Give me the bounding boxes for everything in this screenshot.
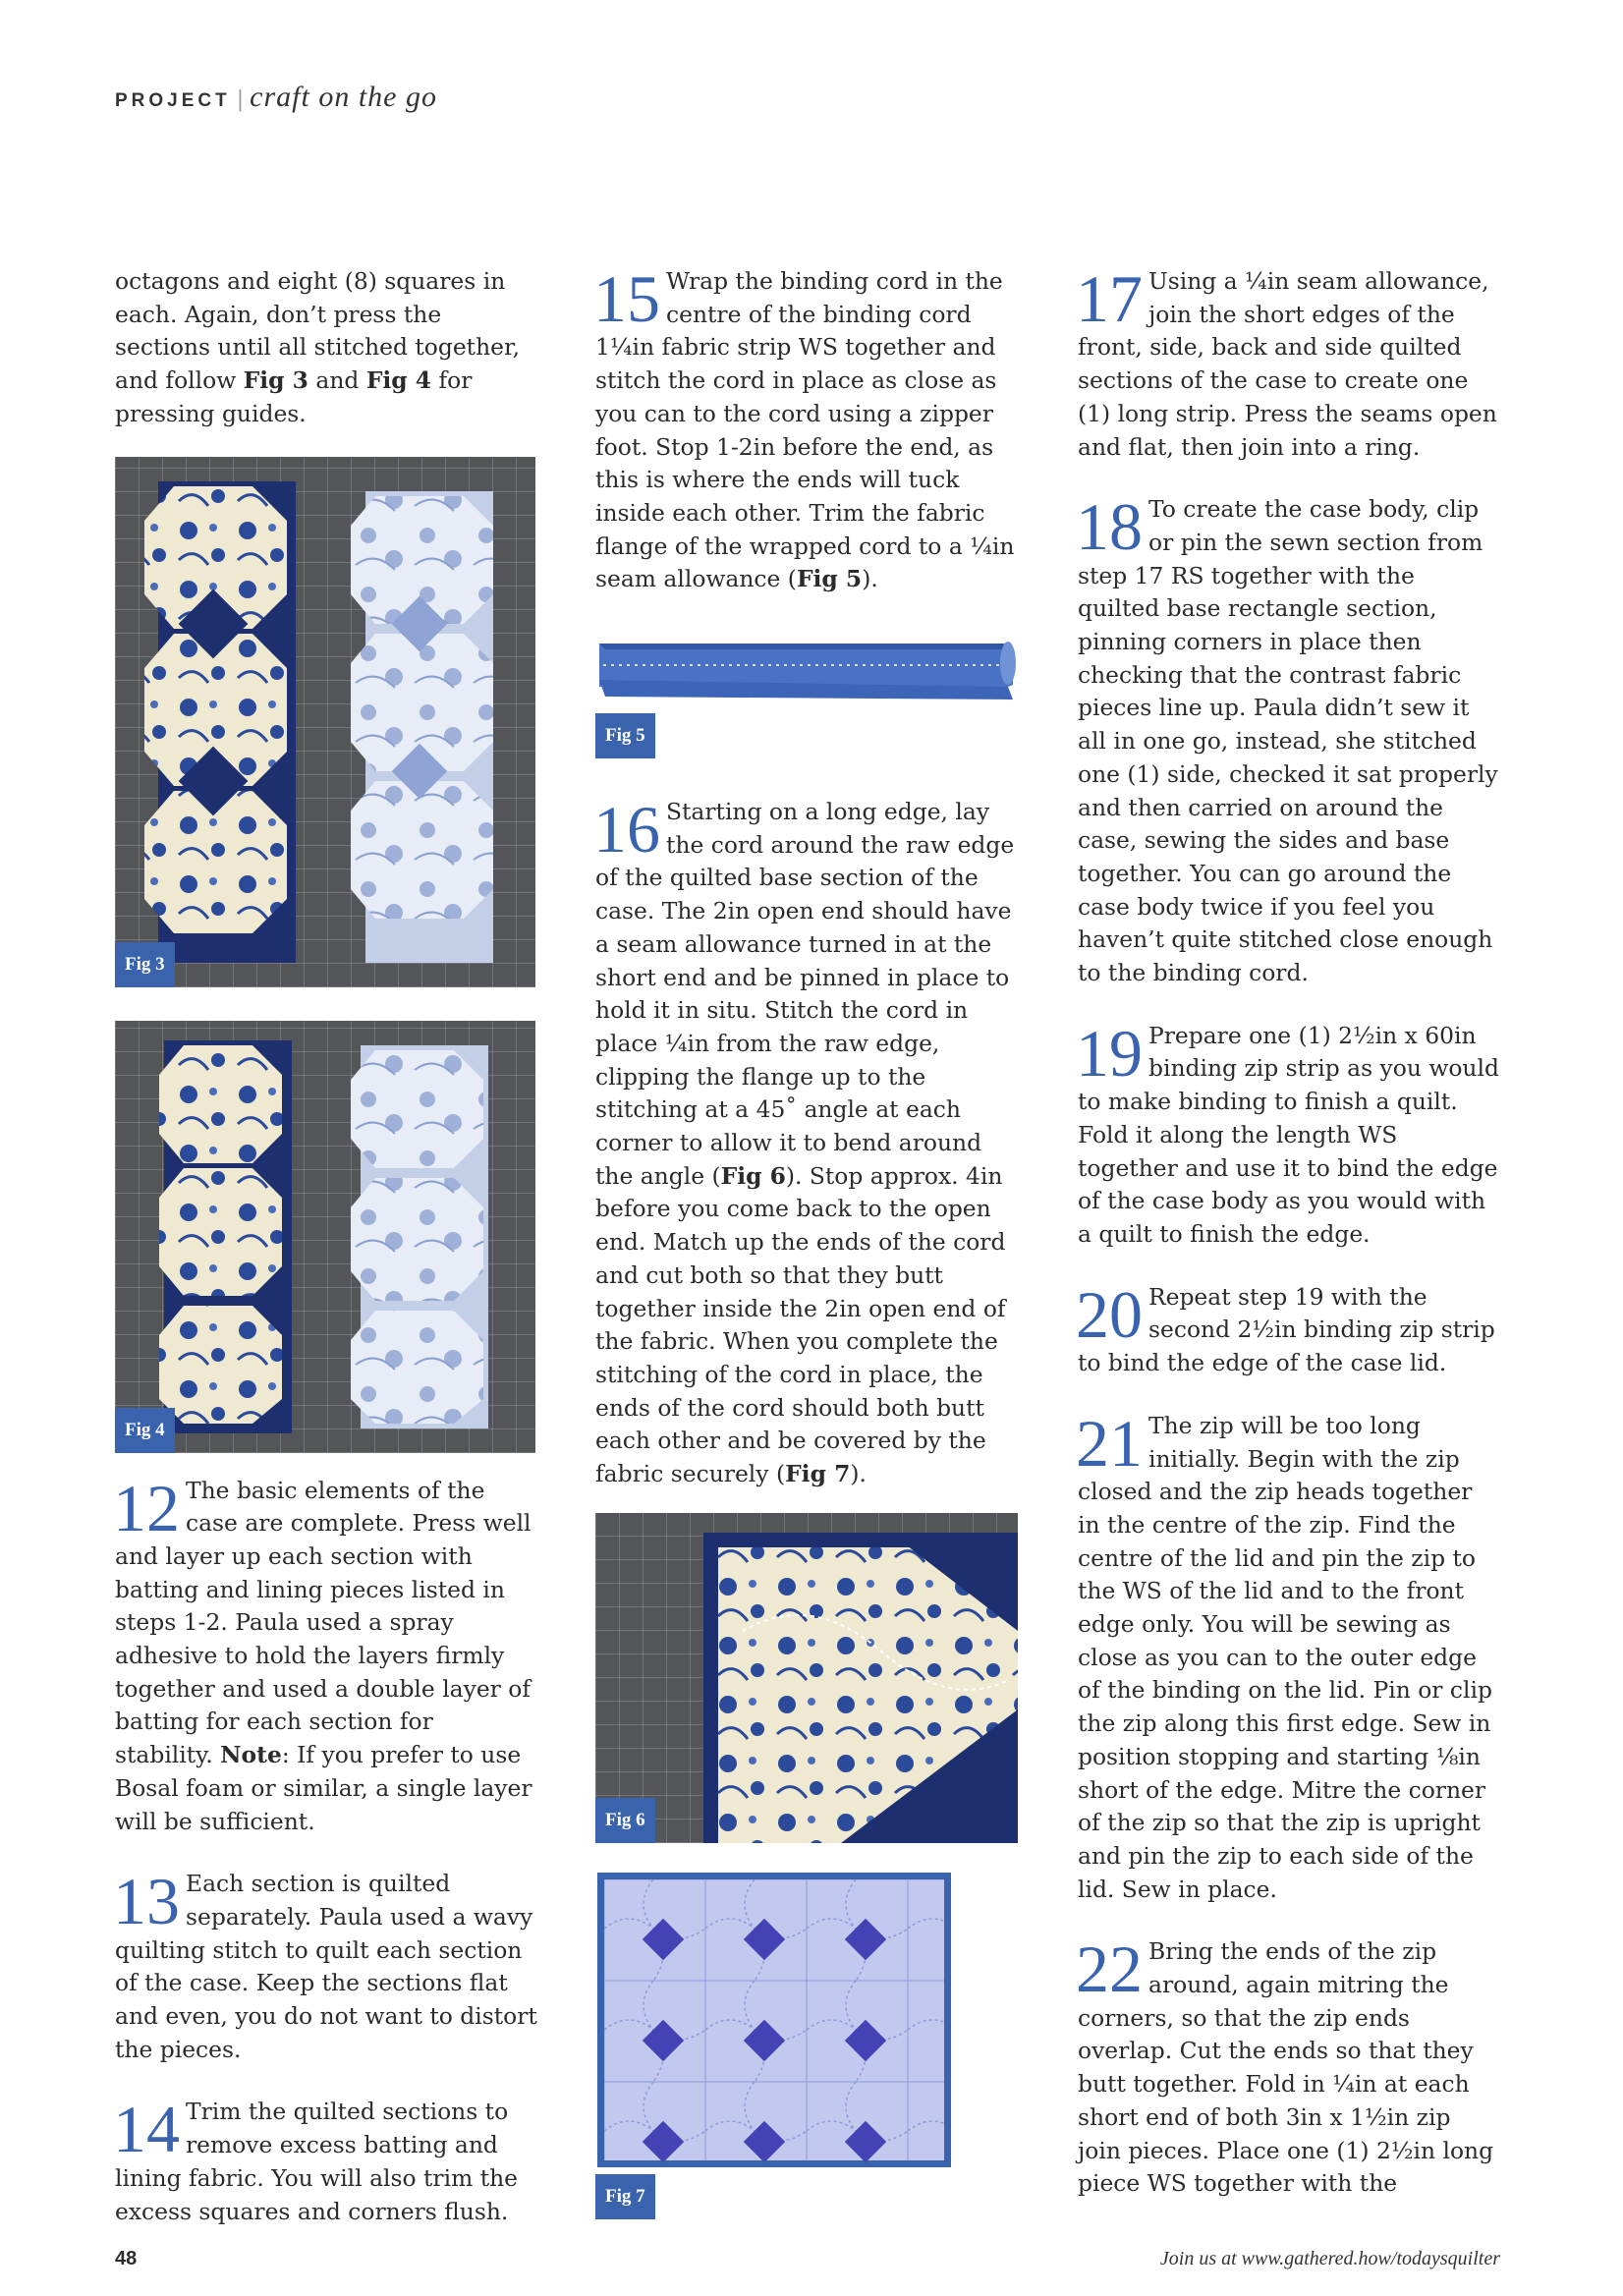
fig7-label: Fig 7 (595, 2174, 655, 2219)
fig5-illustration (595, 626, 1018, 758)
running-header (115, 81, 437, 114)
step-number: 20 (1076, 1276, 1143, 1352)
fig4-label: Fig 4 (115, 1408, 175, 1453)
step-18: 18 To create the case body, clip or pin the sewn section from step 17 RS together with the quilted base rectangle section, pinning corners in place then checking that the contrast fabric pieces line up. Paula didn’t sew it all in one go, instead, she stitched one (1) side, checked it sat properly and then carried on around the case, sewing the sides and base together. You can go around the case body twice if you feel you haven’t quite stitched close enough to the binding cord. (1076, 489, 1498, 987)
fig4-photo (115, 1021, 535, 1453)
step-number: 17 (1076, 261, 1143, 336)
fig4-illustration (115, 1021, 535, 1453)
column-2 (593, 261, 1018, 2219)
fig5-cord-drawing (595, 626, 1018, 714)
step-number: 16 (593, 792, 660, 868)
column-3 (1076, 261, 1500, 2201)
fig3-left-column (144, 481, 296, 963)
step-number: 15 (593, 261, 660, 336)
step-number: 21 (1076, 1405, 1143, 1481)
fig4-left-column (159, 1040, 292, 1433)
footer-link[interactable]: Join us at www.gathered.how/todaysquilter (1159, 2248, 1500, 2269)
step-16: 16 Starting on a long edge, lay the cord around the raw edge of the quilted base section of the case. The 2in open end should have a seam allowance turned in at the short end and be pinned in place to hold it in situ. Stitch the cord in place ¼in from the raw edge, clipping the flange up to the stitching at a 45˚ angle at each corner to allow it to bend around the angle (Fig 6). Stop approx. 4in before you come back to the open end. Match up the ends of the cord and cut both so that they butt together inside the 2in open end of the fabric. When you complete the stitching of the cord in place, the ends of the cord should both butt each other and be covered by the fabric securely (Fig 7). (593, 792, 1015, 1488)
page-number: 48 (115, 2248, 138, 2269)
step-number: 14 (113, 2092, 180, 2167)
fig7-quilt-drawing (595, 1871, 1018, 2175)
fig6-label: Fig 6 (595, 1798, 655, 1843)
fig6-illustration (595, 1513, 1018, 1843)
step-number: 19 (1076, 1015, 1143, 1091)
fig3-label: Fig 3 (115, 942, 175, 987)
step-17: 17 Using a ¼in seam allowance, join the short edges of the front, side, back and side quilted sections of the case to create one (1) long strip. Press the seams open and flat, then join into a ring. (1076, 261, 1497, 461)
column-1 (115, 265, 537, 2228)
step-20: 20 Repeat step 19 with the second 2½in binding zip strip to bind the edge of the case lid. (1076, 1276, 1495, 1377)
step-number: 18 (1076, 489, 1143, 565)
fig6-photo (595, 1513, 1018, 1843)
fig3-illustration (115, 457, 535, 987)
step-13: 13 Each section is quilted separately. Paula used a wavy quilting stitch to quilt each section of the case. Keep the sections flat and even, you do not want to distort the pieces. (113, 1864, 537, 2063)
header-divider: | (236, 87, 245, 112)
step-15: 15 Wrap the binding cord in the centre of the binding cord 1¼in fabric strip WS together and stitch the cord in place as close as you can to the cord using a zipper foot. Stop 1-2in before the end, as this is where the ends will tuck inside each other. Trim the fabric flange of the wrapped cord to a ¼in seam allowance (Fig 5). (593, 261, 1015, 593)
fig5-label: Fig 5 (595, 713, 655, 758)
intro-paragraph: octagons and eight (8) squares in each. Again, don’t press the sections until all stitched together, and follow Fig 3 and Fig 4 for pressing guides. (115, 267, 521, 427)
header-section: craft on the go (250, 81, 437, 113)
step-number: 12 (113, 1470, 180, 1545)
step-19: 19 Prepare one (1) 2½in x 60in binding zip strip as you would to make binding to finish a quilt. Fold it along the length WS together and use it to bind the edge of the case body as you would with a quilt to finish the edge. (1076, 1015, 1499, 1248)
step-number: 22 (1076, 1932, 1143, 2007)
step-14: 14 Trim the quilted sections to remove excess batting and lining fabric. You will also trim the excess squares and corners flush. (113, 2092, 519, 2225)
step-12: 12 The basic elements of the case are complete. Press well and layer up each section with batting and lining pieces listed in steps 1-2. Paula used a spray adhesive to hold the layers firmly together and used a double layer of batting for each section for stability. Note: If you prefer to use Bosal foam or similar, a single layer will be sufficient. (113, 1470, 532, 1835)
fig7-illustration (595, 1871, 1018, 2219)
header-label: PROJECT (115, 90, 231, 111)
fig3-photo (115, 457, 535, 987)
fig4-right-column (351, 1045, 488, 1428)
step-22: 22 Bring the ends of the zip around, again mitring the corners, so that the zip ends overlap. Cut the ends so that they butt together. Fold in ¼in at each short end of both 3in x 1½in zip join pieces. Place one (1) 2½in long piece WS together with the (1076, 1932, 1494, 2198)
fig3-right-column (351, 491, 493, 963)
step-21: 21 The zip will be too long initially. Begin with the zip closed and the zip heads together in the centre of the zip. Find the centre of the lid and pin the zip to the WS of the lid and to the front edge only. You will be sewing as close as you can to the outer edge of the binding on the lid. Pin or clip the zip along this first edge. Sew in position stopping and starting ⅛in short of the edge. Mitre the corner of the zip so that the zip is upright and pin the zip to each side of the lid. Sew in place. (1076, 1405, 1492, 1903)
step-number: 13 (113, 1864, 180, 1939)
